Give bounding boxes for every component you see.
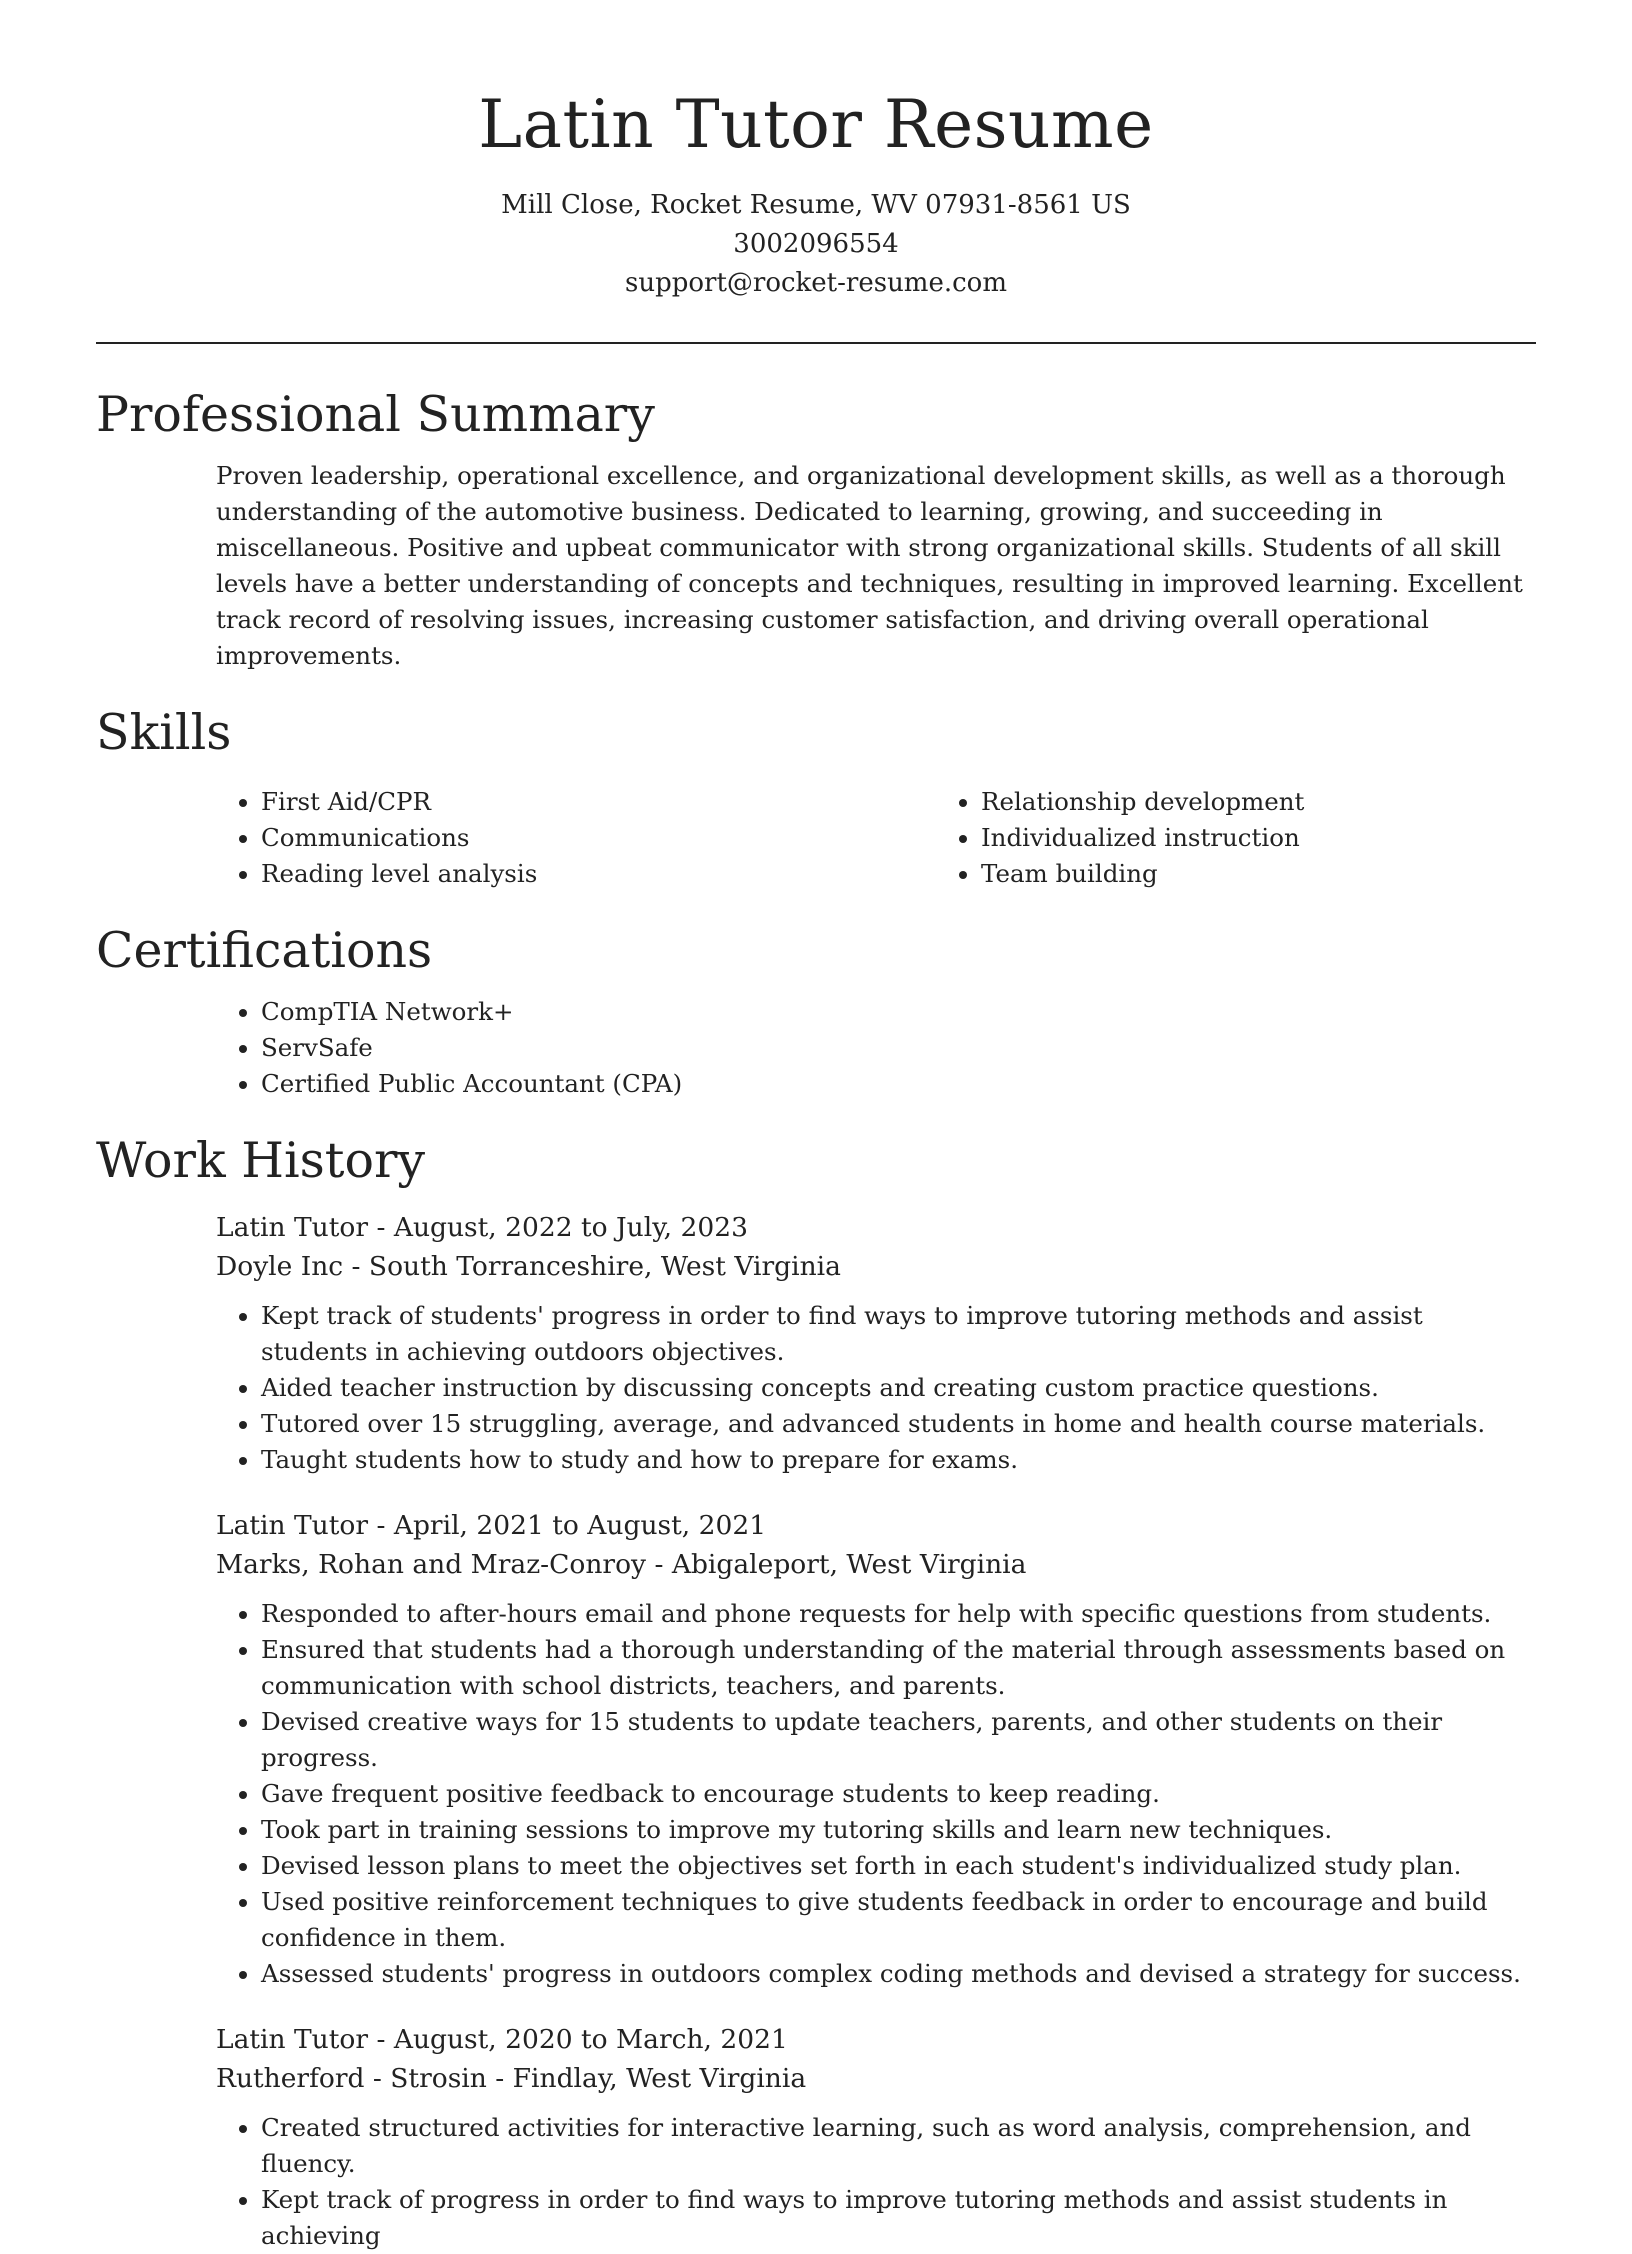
certifications-section [96,916,1536,1102]
skills-columns [96,776,1536,892]
skill-item: • First Aid/CPR [261,784,816,820]
header-divider [96,342,1536,344]
contact-block [0,186,1632,303]
certification-item: • CompTIA Network+ [261,994,1536,1030]
job-title-line: Latin Tutor - April, 2021 to August, 2021 [216,1510,767,1541]
job-bullet: • Responded to after-hours email and phone requests for help with specific questions from students. [261,1596,1536,1632]
work-history-heading: Work History [96,1132,426,1189]
skills-section [96,698,1536,892]
job-title-line: Latin Tutor - August, 2022 to July, 2023 [216,1212,748,1243]
resume-body [96,380,1536,2254]
job-bullet: • Took part in training sessions to improve my tutoring skills and learn new techniques. [261,1812,1536,1848]
job-bullets [216,1596,1536,1992]
skill-item: • Team building [981,856,1536,892]
job-bullet: • Assessed students' progress in outdoors complex coding methods and devised a strategy for success. [261,1956,1536,1992]
skill-item: • Relationship development [981,784,1536,820]
certifications-heading: Certifications [96,922,433,979]
summary-heading: Professional Summary [96,386,655,443]
job-bullet: • Ensured that students had a thorough understanding of the material through assessments based on communication with school districts, teachers, and parents. [261,1632,1536,1704]
job-bullet: • Devised lesson plans to meet the objectives set forth in each student's individualized study plan. [261,1848,1536,1884]
job-bullet: • Kept track of students' progress in order to find ways to improve tutoring methods and assist students in achieving outdoors objectives. [261,1298,1536,1370]
job-bullet: • Used positive reinforcement techniques to give students feedback in order to encourage and build confidence in them. [261,1884,1536,1956]
certification-item: • ServSafe [261,1030,1536,1066]
job-entry [216,1506,1536,1992]
job-bullets [216,2110,1536,2254]
summary-text: Proven leadership, operational excellence, and organizational development skills, as well as a thorough understanding of the automotive business. Dedicated to learning, growing, and succeeding in miscellaneous. Positive and upbeat communicator with strong organizational skills. Students of all skill levels have a better understanding of concepts and techniques, resulting in improved learning. Excellent track record of resolving issues, increasing customer satisfaction, and driving overall operational improvements. [216,461,1523,670]
skills-list-right [816,784,1536,892]
email: support@rocket-resume.com [624,268,1007,298]
job-bullet: • Devised creative ways for 15 students to update teachers, parents, and other students on their progress. [261,1704,1536,1776]
job-bullet: • Taught students how to study and how to prepare for exams. [261,1442,1536,1478]
job-company-line: Doyle Inc - South Torranceshire, West Virginia [216,1251,841,1282]
skill-item: • Individualized instruction [981,820,1536,856]
job-bullets [216,1298,1536,1478]
summary-section [96,380,1536,674]
job-bullet: • Kept track of progress in order to find ways to improve tutoring methods and assist students in achieving [261,2182,1536,2254]
job-bullet: • Created structured activities for interactive learning, such as word analysis, comprehension, and fluency. [261,2110,1536,2182]
certification-item: • Certified Public Accountant (CPA) [261,1066,1536,1102]
resume-header [0,80,1632,303]
phone: 3002096554 [733,229,899,259]
job-company-line: Marks, Rohan and Mraz-Conroy - Abigaleport, West Virginia [216,1549,1027,1580]
job-bullet: • Gave frequent positive feedback to encourage students to keep reading. [261,1776,1536,1812]
job-entry [216,1208,1536,1478]
work-history-section [96,1126,1536,2254]
skill-item: • Communications [261,820,816,856]
job-bullet: • Tutored over 15 struggling, average, and advanced students in home and health course materials. [261,1406,1536,1442]
job-company-line: Rutherford - Strosin - Findlay, West Virginia [216,2063,807,2094]
page-title: Latin Tutor Resume [478,86,1154,163]
skill-item: • Reading level analysis [261,856,816,892]
job-bullet: • Aided teacher instruction by discussing concepts and creating custom practice questions. [261,1370,1536,1406]
job-title-line: Latin Tutor - August, 2020 to March, 2021 [216,2024,788,2055]
skills-heading: Skills [96,704,232,761]
address: Mill Close, Rocket Resume, WV 07931-8561 US [501,190,1131,220]
job-entry [216,2020,1536,2254]
skills-list-left [96,784,816,892]
certifications-list [96,994,1536,1102]
